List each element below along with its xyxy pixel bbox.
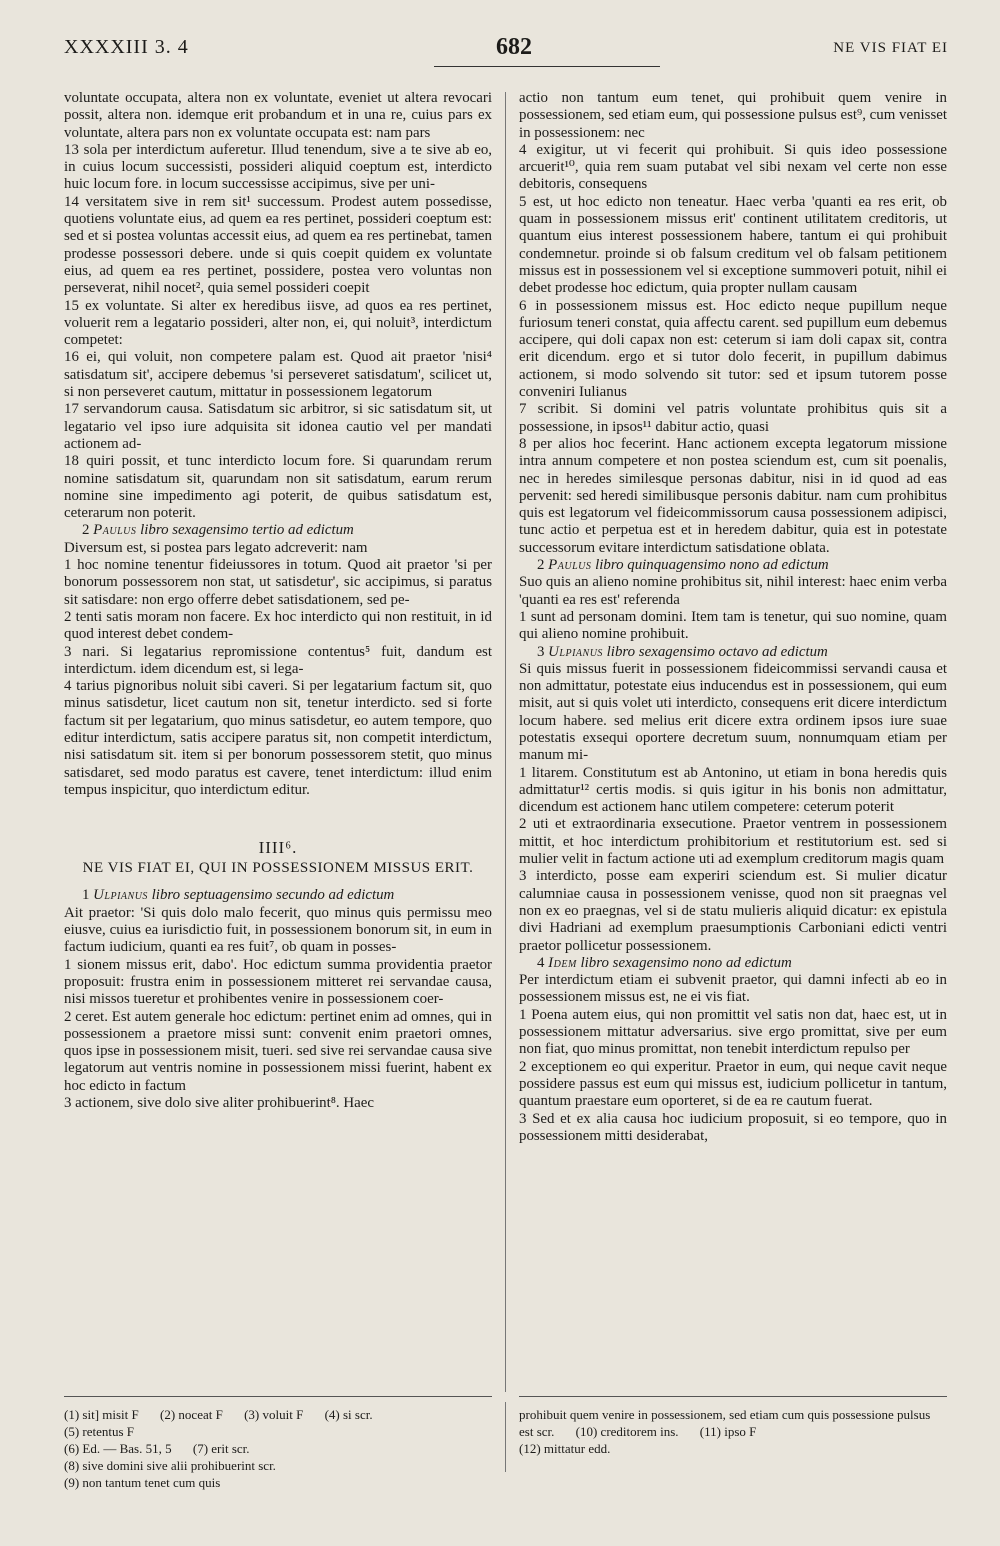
fragment-source: libro septuagensimo secundo ad edictum bbox=[151, 887, 395, 904]
right-column bbox=[519, 90, 947, 1145]
footnote: (8) sive domini sive alii prohibuerint scr. bbox=[64, 1458, 276, 1473]
left-column bbox=[64, 90, 492, 1112]
fragment-author: Paulus bbox=[548, 557, 592, 574]
fragment-heading: 1 Ulpianus libro septuagensimo secundo ad edictum bbox=[82, 887, 395, 904]
footnote: (6) Ed. — Bas. 51, 5 bbox=[64, 1441, 172, 1456]
paragraph: 5 est, ut hoc edicto non teneatur. Haec verba 'quanti ea res erit, ob quam in possessionem missus erit' continent utilitatem creditoris, ut quantum eius interest possessionem habere, tantum ei qui prohibuit condemnetur. proinde si ob falsum creditum vel ob falsam petitionem missus est in possessionem vel si exceptione summoveri potuit, nihil ei debet prodesse hoc edictum, quia propter nullam causam bbox=[519, 193, 947, 297]
paragraph: 1 hoc nomine tenentur fideiussores in totum. Quod ait praetor 'si per bonorum possessorem non stat, ut satisdetur', sic accipimus, si paratus sit satisdare: non ergo offerre debet satisdationem, sed pe- bbox=[64, 557, 492, 608]
footnote: (2) noceat F bbox=[160, 1407, 223, 1422]
fragment-author: Ulpianus bbox=[548, 643, 603, 660]
paragraph: Per interdictum etiam ei subvenit praetor, qui damni infecti ab eo in possessionem missus est, ne ei vis fiat. bbox=[519, 972, 947, 1006]
fragment-source: libro sexagensimo nono ad edictum bbox=[580, 954, 792, 971]
paragraph: Si quis missus fuerit in possessionem fideicommissi servandi causa et non admittatur, potestate eius inducendus est in possessionem, qui eum misit, aut si quis volet uti interdicto, consequens erit dicere interdictum locum habere. sed melius erit dicere extra ordinem ipsos iure suae potestatis exsequi oportere decretum suum, nonnumquam etiam per manum mi- bbox=[519, 660, 947, 764]
paragraph: Suo quis an alieno nomine prohibitus sit, nihil interest: haec enim verba 'quanti ea res est' referenda bbox=[519, 574, 947, 608]
fragment-heading: 2 Paulus libro sexagensimo tertio ad edictum bbox=[82, 522, 354, 539]
section-title: NE VIS FIAT EI, QUI IN POSSESSIONEM MISSUS ERIT. bbox=[82, 860, 474, 877]
paragraph: 8 per alios hoc fecerint. Hanc actionem excepta legatorum missione intra annum competere et non postea sciendum est, cum sit poenalis, nec in heredes similesque personas dabitur, nisi in id quod ad eas pervenit: sed heredi similibusque personis dabitur. nam cum prohibitus quis est legatorum vel fideicommissorum causa possessionem adipisci, tunc actio et perpetua est et in heredem dabitur, quia est in potestate successorum evitare interdictum satisdatione oblata. bbox=[519, 435, 947, 556]
paragraph: Diversum est, si postea pars legato adcreverit: nam bbox=[64, 539, 368, 556]
fragment-author: Ulpianus bbox=[93, 887, 148, 904]
paragraph: 3 Sed et ex alia causa hoc iudicium proposuit, si eo tempore, quo in possessionem mitti desiderabat, bbox=[519, 1110, 947, 1144]
paragraph: 13 sola per interdictum auferetur. Illud tenendum, sive a te sive ab eo, in cuius locum successisti, possideri aliquid coeptum est, interdicto huic locum fore. in locum successisse accipimus, sive per uni- bbox=[64, 141, 492, 193]
header-rule bbox=[434, 66, 660, 67]
section-number: IIII⁶. bbox=[258, 838, 298, 858]
paragraph: 6 in possessionem missus est. Hoc edicto neque pupillum neque furiosum teneri constat, quia affectu carent. sed pupillum eum debemus accipere, qui doli capax non est: ceterum si iam doli capax sit, contra erit dicendum. ergo et si tutor dolo fecerit, in pupillum dabimus actionem, si modo solvendo sit tutor: sed et ipsum tutorem posse conveniri Iulianus bbox=[519, 297, 947, 401]
paragraph: 3 actionem, sive dolo sive aliter prohibuerint⁸. Haec bbox=[64, 1095, 374, 1112]
footnote: (4) si scr. bbox=[324, 1407, 373, 1422]
fragment-author: Idem bbox=[548, 954, 577, 971]
fragment-source: libro quinquagensimo nono ad edictum bbox=[595, 557, 829, 574]
footnote: (7) erit scr. bbox=[192, 1441, 250, 1456]
paragraph: actio non tantum eum tenet, qui prohibuit quem venire in possessionem, sed etiam eum, qui possessione pulsus est⁹, cum venisset in possessionem: nec bbox=[519, 90, 947, 141]
footnote: (11) ipso F bbox=[699, 1424, 757, 1439]
paragraph: 2 exceptionem eo qui experitur. Praetor in eum, qui neque cavit neque possidere passus est eum qui missus est, iudicium pollicetur in tantum, quantum praestare eum oporteret, si de ea re cautum fuerat. bbox=[519, 1058, 947, 1110]
paragraph: 1 litarem. Constitutum est ab Antonino, ut etiam in bona heredis quis admittatur¹² certis modis. si quis igitur in his bonis non admittatur, dicendum est actionem hanc utilem competere: ceterum poterit bbox=[519, 764, 947, 816]
footnote-divider bbox=[505, 1402, 506, 1472]
paragraph: 2 tenti satis moram non facere. Ex hoc interdicto qui non restituit, in id quod interest debet condem- bbox=[64, 608, 492, 643]
paragraph: 1 sunt ad personam domini. Item tam is tenetur, qui suo nomine, quam qui alieno nomine prohibuit. bbox=[519, 608, 947, 643]
footnote: (3) voluit F bbox=[244, 1407, 304, 1422]
fragment-heading: 2 Paulus libro quinquagensimo nono ad edictum bbox=[537, 557, 829, 574]
footnotes-left bbox=[64, 1406, 492, 1491]
footnote-rule bbox=[519, 1396, 947, 1397]
fragment-heading: 3 Ulpianus libro sexagensimo octavo ad edictum bbox=[537, 643, 828, 660]
paragraph: 4 tarius pignoribus noluit sibi caveri. Si per legatarium factum sit, quo minus satisdetur, licet cautum non sit, tenetur interdicto. sed si forte factum sit per legatarium, quo minus satisdetur, eo autem tempore, quo editur interdictum, satis accipere paratus sit, non competit interdictum, nisi satisdatum sit. item si per bonorum possessorem stetit, quo minus satisdaret, sed modo paratus est cavere, tenet interdictum: illud enim tempus inspicitur, quo interdictum editur. bbox=[64, 678, 492, 798]
paragraph: 18 quiri possit, et tunc interdicto locum fore. Si quarundam rerum nomine satisdatum sit, quarundam non sit satisdatum, earum rerum nomine sine impedimento agi poterit, de quibus satisdatum est, ceterarum non poterit. bbox=[64, 453, 492, 522]
footnotes-right bbox=[519, 1406, 947, 1457]
paragraph: 3 nari. Si legatarius repromissione contentus⁵ fuit, dandum est interdictum. idem dicendum est, si lega- bbox=[64, 643, 492, 677]
paragraph: 15 ex voluntate. Si alter ex heredibus iisve, ad quos ea res pertinet, voluerit rem a legatario possideri, alter non, ei, qui noluit³, interdictum competet: bbox=[64, 297, 492, 349]
fragment-source: libro sexagensimo octavo ad edictum bbox=[606, 643, 828, 660]
page-number: 682 bbox=[496, 34, 532, 60]
footnote: (5) retentus F bbox=[64, 1424, 135, 1439]
paragraph: 1 sionem missus erit, dabo'. Hoc edictum summa providentia praetor proposuit: frustra enim in possessionem mitteret rei servandae causa, nisi missos tueretur et prohibentes venire in possessionem coer- bbox=[64, 956, 492, 1008]
paragraph: Ait praetor: 'Si quis dolo malo fecerit, quo minus quis permissu meo eiusve, cuius ea iurisdictio fuit, in possessionem bonorum sit, in eum in factum iudicium, quanti ea res fuit⁷, ob quam in posses- bbox=[64, 904, 492, 956]
paragraph: voluntate occupata, altera non ex voluntate, eveniet ut altera revocari possit, altera non. idemque erit probandum et in una re, cuius pars ex voluntate, altera pars non ex voluntate occupata est: nam pars bbox=[64, 90, 492, 141]
paragraph: 16 ei, qui voluit, non competere palam est. Quod ait praetor 'nisi⁴ satisdatum sit', accipere debemus 'si perseveret satisdatum', scilicet ut, si non perseveret cautum, mittatur in possessionem legatorum bbox=[64, 349, 492, 401]
running-head-right: NE VIS FIAT EI bbox=[833, 40, 948, 56]
footnote: (1) sit] misit F bbox=[64, 1407, 139, 1422]
paragraph: 1 Poena autem eius, qui non promittit vel satis non dat, haec est, ut in possessionem mittatur adversarius. sive ergo promittat, sive per eum non fiat, quo minus promittat, non tenebit interdictum repulso per bbox=[519, 1006, 947, 1058]
footnote: (9) non tantum tenet cum quis bbox=[64, 1475, 221, 1490]
column-divider bbox=[505, 92, 506, 1392]
footnote: (10) creditorem ins. bbox=[575, 1424, 679, 1439]
paragraph: 2 uti et extraordinaria exsecutione. Praetor ventrem in possessionem mittit, et hoc interdictum prohibitorium et restitutorium est. sed si mulier velit in factum actione uti ad exemplum creditorum magis quam bbox=[519, 816, 947, 868]
page-header bbox=[64, 36, 948, 72]
running-head-left: XXXXIII 3. 4 bbox=[64, 36, 189, 58]
footnote: prohibuit quem venire in possessionem, sed etiam cum quis possessione pulsus est scr. bbox=[519, 1407, 931, 1439]
fragment-source: libro sexagensimo tertio ad edictum bbox=[140, 522, 354, 539]
fragment-heading: 4 Idem libro sexagensimo nono ad edictum bbox=[537, 954, 792, 971]
paragraph: 14 versitatem sive in rem sit¹ successum. Prodest autem possedisse, quotiens voluntate eius, ad quem ea res pertinet, possideri coeptum est: sed et si postea voluntas accessit eius, ad quem ea res pertinebat, tamen prodesse possessori debere. unde si quis coepit quidem ex voluntate eius, ad quem ea res pertinet, possidere, postea vero voluntas non perseverat, nihil nocet², quia semel possideri coepit bbox=[64, 193, 492, 297]
paragraph: 7 scribit. Si domini vel patris voluntate prohibitus quis sit a possessione, in ipsos¹¹ dabitur actio, quasi bbox=[519, 401, 947, 435]
footnote-rule bbox=[64, 1396, 492, 1397]
paragraph: 4 exigitur, ut vi fecerit qui prohibuit. Si quis ideo possessione arcuerit¹⁰, quia rem suam putabat vel sibi nexam vel certe non esse debitoris, consequens bbox=[519, 141, 947, 193]
paragraph: 2 ceret. Est autem generale hoc edictum: pertinet enim ad omnes, qui in possessionem a praetore missi sunt: convenit enim praetori omnes, quos ipse in possessionem misit, tueri. sed sive rei servandae causa sive legatorum aut ventris nomine in possessionem missi fuerint, habent ex hoc edicto in factum bbox=[64, 1008, 492, 1094]
fragment-author: Paulus bbox=[93, 522, 137, 539]
paragraph: 17 servandorum causa. Satisdatum sic arbitror, si sic satisdatum sit, ut legatario vel ipso iure adquisita sit idonea cautio vel per mandati actionem ad- bbox=[64, 401, 492, 452]
paragraph: 3 interdicto, posse eam experiri sciendum est. Si mulier dicatur calumniae causa in possessionem venisse, quod non sit praegnas vel non ex eo praegnas, vel si de statu mulieris aliquid dicatur: ex epistula divi Hadriani ad exemplum praesumptionis Carboniani edicti ventri praetor pollicetur possessionem. bbox=[519, 868, 947, 954]
footnote: (12) mittatur edd. bbox=[519, 1441, 611, 1456]
